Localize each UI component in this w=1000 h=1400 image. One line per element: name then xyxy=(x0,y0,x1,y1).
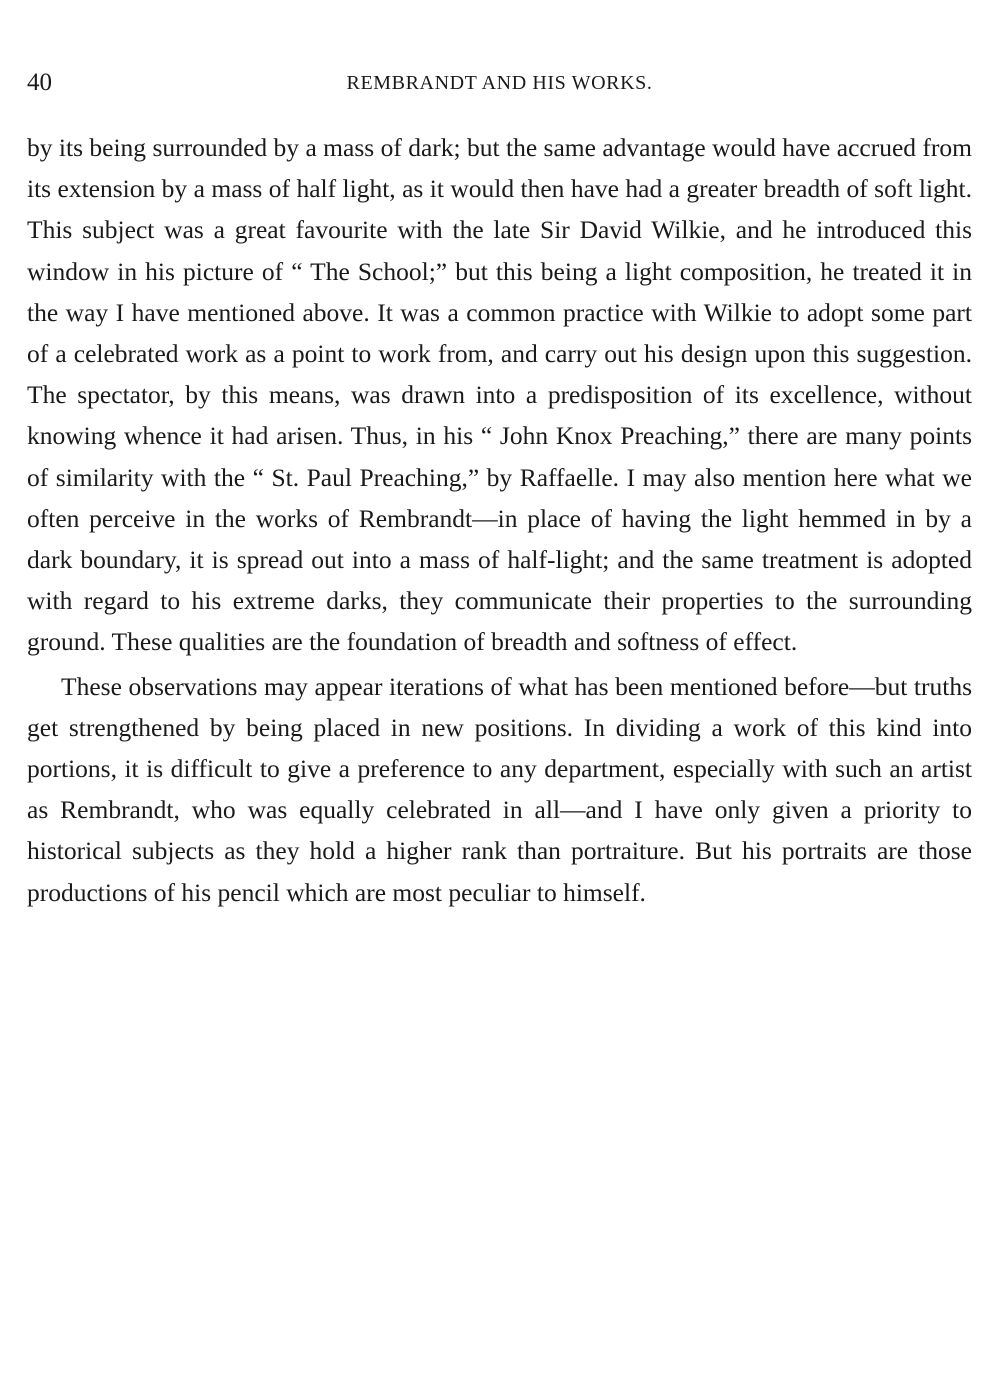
body-text xyxy=(27,127,972,913)
running-title: REMBRANDT AND HIS WORKS. xyxy=(346,72,653,94)
paragraph-continued: by its being surrounded by a mass of dark; but the same advantage would have accrued from its extension by a mass of half light, as it would then have had a greater breadth of soft light. This subject was a great favourite with the late Sir David Wilkie, and he introduced this window in his picture of “ The School;” but this being a light composition, he treated it in the way I have mentioned above. It was a common practice with Wilkie to adopt some part of a celebrated work as a point to work from, and carry out his design upon this suggestion. The spectator, by this means, was drawn into a predisposition of its excellence, without knowing whence it had arisen. Thus, in his “ John Knox Preaching,” there are many points of similarity with the “ St. Paul Preaching,” by Raffaelle. I may also mention here what we often perceive in the works of Rembrandt—in place of having the light hemmed in by a dark boundary, it is spread out into a mass of half-light; and the same treatment is adopted with regard to his extreme darks, they communicate their properties to the surrounding ground. These qualities are the foundation of breadth and softness of effect. xyxy=(27,133,972,657)
page-number: 40 xyxy=(27,69,52,96)
paragraph-observations: These observations may appear iterations of what has been mentioned before—but truths get strengthened by being placed in new positions. In dividing a work of this kind into portions, it is difficult to give a preference to any department, especially with such an artist as Rembrandt, who was equally celebrated in all—and I have only given a priority to historical subjects as they hold a higher rank than portraiture. But his portraits are those productions of his pencil which are most peculiar to himself. xyxy=(27,671,972,907)
running-head xyxy=(27,66,972,100)
